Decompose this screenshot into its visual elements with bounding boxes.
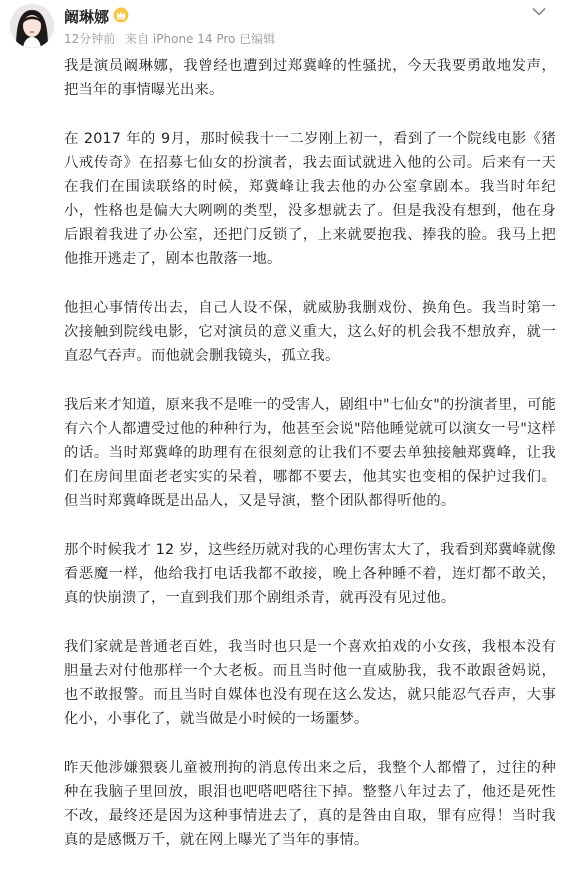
avatar[interactable]: [10, 4, 54, 48]
post-paragraph-1: 我是演员阚琳娜，我曾经也遭到过郑冀峰的性骚扰，今天我要勇敢地发声，把当年的事情曝光出来。: [64, 58, 556, 98]
chevron-down-icon: [532, 7, 546, 16]
post-paragraph-6: 我们家就是普通老百姓，我当时也只是一个喜欢拍戏的小女孩，我根本没有胆量去对付他那样一个大老板。而且当时他一直威胁我，我不敢跟爸妈说，也不敢报警。而且当时自媒体也没有现在这么发达，就只能忍气吞声，大事化小，小事化了，就当做是小时候的一场噩梦。: [64, 639, 556, 727]
post-body: [64, 54, 556, 877]
post-meta: [64, 30, 281, 47]
post-paragraph-4: 我后来才知道，原来我不是唯一的受害人，剧组中"七仙女"的扮演者里，可能有六个人都遭受过他的种种行为，他甚至会说"陪他睡觉就可以演女一号"这样的话。当时郑冀峰的助理有在很刻意的让我们不要去单独接触郑冀峰，让我们在房间里面老老实实的呆着，哪都不要去，他其实也变相的保护过我们。但当时郑冀峰既是出品人，又是导演，整个团队都得听他的。: [64, 397, 556, 509]
post-paragraph-3: 他担心事情传出去，自己人设不保，就威胁我删戏份、换角色。我当时第一次接触到院线电影，它对演员的意义重大，这么好的机会我不想放弃，就一直忍气吞声。而他就会删我镜头，孤立我。: [64, 300, 556, 364]
post-time: 12分钟前: [64, 32, 116, 46]
post-paragraph-2: 在 2017 年的 9月，那时候我十一二岁刚上初一，看到了一个院线电影《猪八戒传奇》在招募七仙女的扮演者，我去面试就进入他的公司。后来有一天在我们在围读联络的时候，郑冀峰让我去他的办公室拿剧本。我当时年纪小，性格也是偏大大咧咧的类型，没多想就去了。但是我没有想到，他在身后跟着我进了办公室，还把门反锁了，上来就要抱我、捧我的脸。我马上把他推开逃走了，剧本也散落一地。: [64, 131, 556, 267]
post-source: 来自 iPhone 14 Pro 已编辑: [125, 32, 276, 46]
username[interactable]: 阚琳娜: [64, 8, 110, 26]
post-header: [0, 0, 564, 50]
avatar-portrait-icon: [10, 4, 54, 48]
vip-crown-icon: [113, 7, 129, 23]
post-paragraph-5: 那个时候我才 12 岁，这些经历就对我的心理伤害太大了，我看到郑冀峰就像看恶魔一样，他给我打电话我都不敢接，晚上各种睡不着，连灯都不敢关，真的快崩溃了，一直到我们那个剧组杀青，就再没有见过他。: [64, 542, 556, 606]
post-paragraph-7: 昨天他涉嫌猥亵儿童被刑拘的消息传出来之后，我整个人都懵了，过往的种种在我脑子里回放，眼泪也吧嗒吧嗒往下掉。整整八年过去了，他还是死性不改，最终还是因为这种事情进去了，真的是咎由自取，罪有应得！当时我真的是感慨万千，就在网上曝光了当年的事情。: [64, 760, 556, 848]
more-options-button[interactable]: [526, 2, 552, 20]
